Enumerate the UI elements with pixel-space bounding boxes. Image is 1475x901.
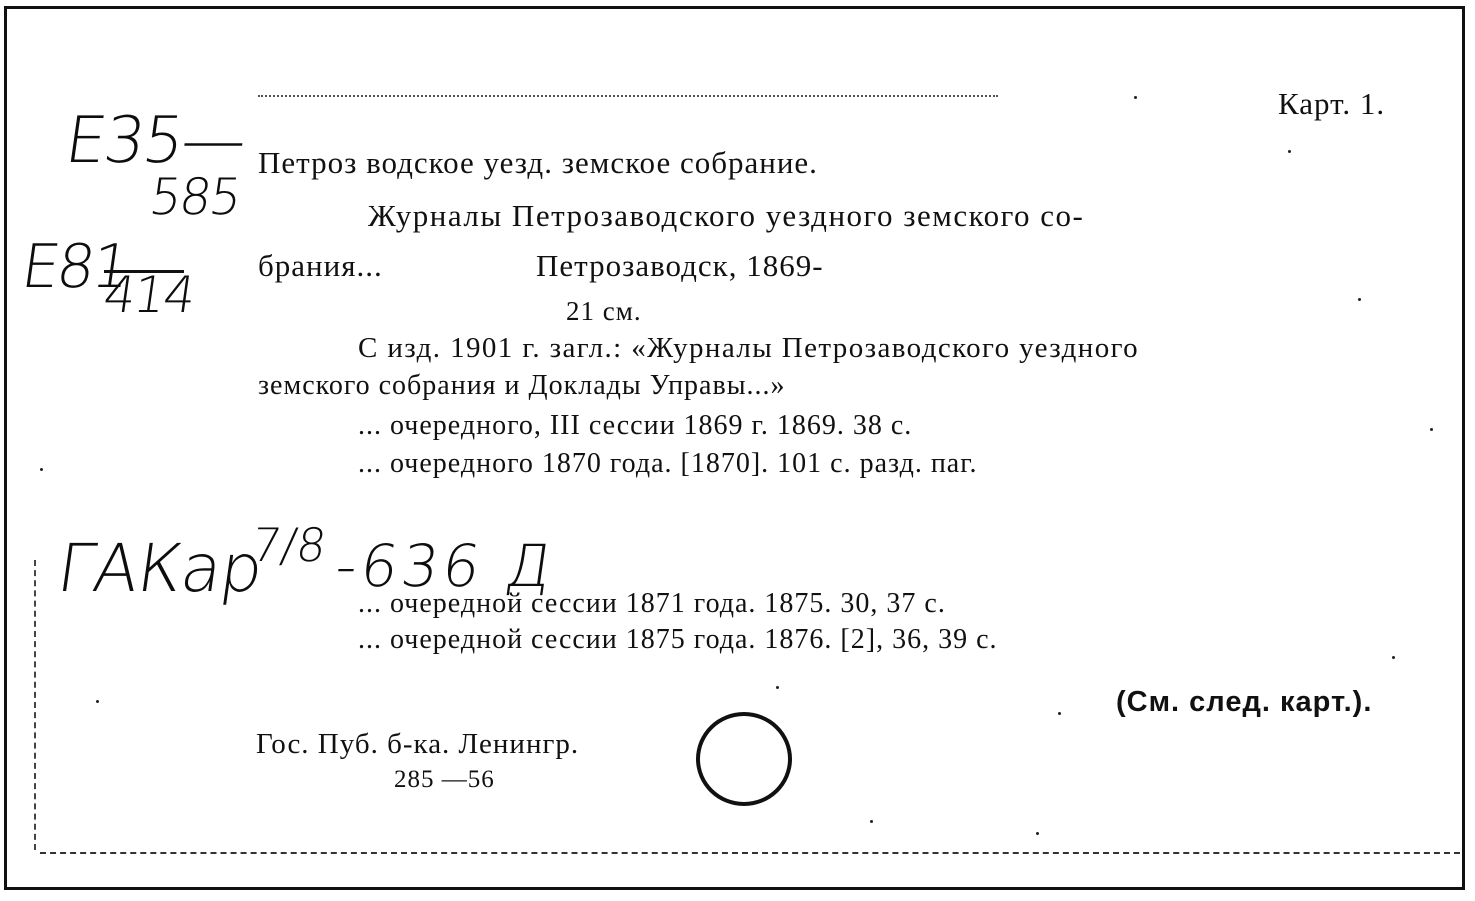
speck (96, 700, 99, 703)
top-dotted-rule (258, 95, 998, 97)
shelfmark-gakar-fraction: 7/8 (248, 518, 330, 572)
shelfmark-gakar: ГАКар (52, 530, 268, 607)
note-line-1: С изд. 1901 г. загл.: «Журналы Петрозаводского уездного (358, 332, 1140, 364)
left-margin-line (34, 560, 36, 850)
speck (1358, 298, 1361, 301)
speck (1058, 712, 1061, 715)
title-line-1: Журналы Петрозаводского уездного земского со- (368, 198, 1085, 233)
imprint: Петрозаводск, 1869- (536, 248, 824, 283)
shelfmark-e35-top: Е35— (60, 104, 250, 178)
title-line-2: брания... (258, 248, 383, 283)
issue-1869: ... очередного, III сессии 1869 г. 1869. 38 с. (358, 410, 913, 441)
issue-1871: ... очередной сессии 1871 года. 1875. 30, 37 с. (358, 588, 946, 619)
continuation-note: (См. след. карт.). (1116, 686, 1373, 718)
shelfmark-gakar-number: -636 Д (331, 532, 560, 600)
library-stamp-circle (696, 712, 792, 806)
heading: Петроз водское уезд. земское собрание. (258, 145, 818, 180)
speck (776, 686, 779, 689)
shelfmark-e81-bottom: 414 (99, 266, 198, 324)
shelfmark-e81: Е81 (17, 232, 133, 302)
issue-1875: ... очередной сессии 1875 года. 1876. [2], 36, 39 с. (358, 624, 998, 655)
speck (1134, 96, 1137, 99)
issue-1870: ... очередного 1870 года. [1870]. 101 с. разд. паг. (358, 448, 978, 479)
card-number: Карт. 1. (1278, 86, 1386, 121)
note-line-2: земского собрания и Доклады Управы...» (258, 370, 786, 401)
speck (870, 820, 873, 823)
bottom-dashed-rule (40, 852, 1460, 854)
shelfmark-e35-bottom: 585 (145, 168, 244, 226)
printer-line-2: 285 —56 (394, 766, 495, 793)
printer-line-1: Гос. Пуб. б-ка. Ленингр. (256, 728, 580, 760)
speck (1392, 656, 1395, 659)
physical-size: 21 см. (566, 296, 642, 326)
speck (1288, 150, 1291, 153)
speck (1430, 428, 1433, 431)
speck (40, 468, 43, 471)
speck (1036, 832, 1039, 835)
